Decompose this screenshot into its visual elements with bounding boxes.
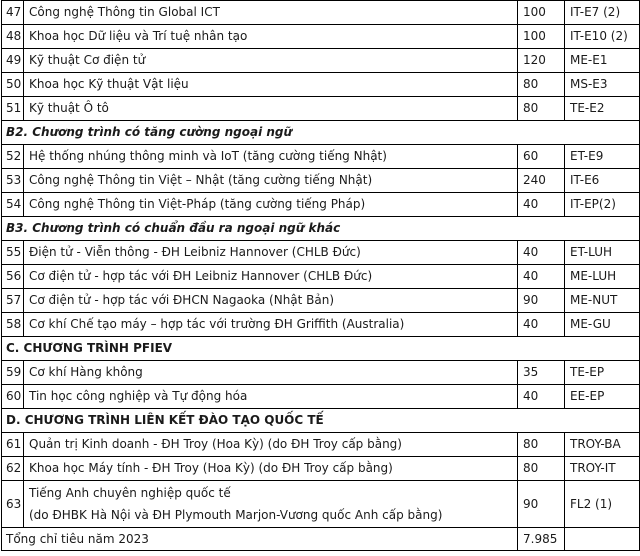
program-code: ME-GU bbox=[565, 313, 640, 337]
row-number: 48 bbox=[2, 25, 24, 49]
program-code: ME-E1 bbox=[565, 49, 640, 73]
row-number: 63 bbox=[2, 481, 24, 528]
program-name: Điện tử - Viễn thông - ĐH Leibniz Hannover (CHLB Đức) bbox=[24, 241, 518, 265]
row-number: 56 bbox=[2, 265, 24, 289]
row-number: 58 bbox=[2, 313, 24, 337]
table-row bbox=[2, 289, 640, 313]
program-name: Cơ điện tử - hợp tác với ĐH Leibniz Hannover (CHLB Đức) bbox=[24, 265, 518, 289]
table-row bbox=[2, 385, 640, 409]
table-row bbox=[2, 73, 640, 97]
table-row bbox=[2, 361, 640, 385]
quota-value: 40 bbox=[518, 265, 565, 289]
table-row bbox=[2, 241, 640, 265]
quota-value: 80 bbox=[518, 73, 565, 97]
row-number: 47 bbox=[2, 1, 24, 25]
program-code: IT-EP(2) bbox=[565, 193, 640, 217]
program-name: Quản trị Kinh doanh - ĐH Troy (Hoa Kỳ) (do ĐH Troy cấp bằng) bbox=[24, 433, 518, 457]
total-value: 7.985 bbox=[518, 528, 565, 551]
program-name: Công nghệ Thông tin Việt-Pháp (tăng cường tiếng Pháp) bbox=[24, 193, 518, 217]
program-code: IT-E6 bbox=[565, 169, 640, 193]
section-header-row bbox=[2, 217, 640, 241]
table-row bbox=[2, 313, 640, 337]
section-header-row bbox=[2, 337, 640, 361]
program-name-line-1: Tiếng Anh chuyên nghiệp quốc tế bbox=[29, 486, 231, 500]
table-row bbox=[2, 145, 640, 169]
quota-value: 40 bbox=[518, 385, 565, 409]
section-title: B3. Chương trình có chuẩn đầu ra ngoại ngữ khác bbox=[2, 217, 640, 241]
row-number: 51 bbox=[2, 97, 24, 121]
section-title: B2. Chương trình có tăng cường ngoại ngữ bbox=[2, 121, 640, 145]
table-row bbox=[2, 193, 640, 217]
table-row bbox=[2, 481, 640, 528]
program-name: Công nghệ Thông tin Global ICT bbox=[24, 1, 518, 25]
row-number: 62 bbox=[2, 457, 24, 481]
row-number: 60 bbox=[2, 385, 24, 409]
program-name-line-2: (do ĐHBK Hà Nội và ĐH Plymouth Marjon-Vương quốc Anh cấp bằng) bbox=[29, 508, 443, 522]
program-code: EE-EP bbox=[565, 385, 640, 409]
quota-value: 90 bbox=[518, 481, 565, 528]
quota-value: 80 bbox=[518, 433, 565, 457]
quota-value: 40 bbox=[518, 241, 565, 265]
quota-value: 100 bbox=[518, 25, 565, 49]
row-number: 57 bbox=[2, 289, 24, 313]
table-row bbox=[2, 97, 640, 121]
table-row bbox=[2, 169, 640, 193]
program-name: Tin học công nghiệp và Tự động hóa bbox=[24, 385, 518, 409]
program-code: FL2 (1) bbox=[565, 481, 640, 528]
program-name: Công nghệ Thông tin Việt – Nhật (tăng cường tiếng Nhật) bbox=[24, 169, 518, 193]
table-row bbox=[2, 265, 640, 289]
row-number: 54 bbox=[2, 193, 24, 217]
program-name: Khoa học Kỹ thuật Vật liệu bbox=[24, 73, 518, 97]
program-code: MS-E3 bbox=[565, 73, 640, 97]
admissions-quota-table bbox=[1, 0, 640, 551]
quota-value: 35 bbox=[518, 361, 565, 385]
table-body bbox=[2, 1, 640, 551]
quota-value: 90 bbox=[518, 289, 565, 313]
table-row bbox=[2, 457, 640, 481]
table-row bbox=[2, 1, 640, 25]
quota-value: 100 bbox=[518, 1, 565, 25]
program-name: Cơ điện tử - hợp tác với ĐHCN Nagaoka (Nhật Bản) bbox=[24, 289, 518, 313]
row-number: 52 bbox=[2, 145, 24, 169]
program-code: TE-EP bbox=[565, 361, 640, 385]
total-row bbox=[2, 528, 640, 551]
section-header-row bbox=[2, 409, 640, 433]
quota-value: 80 bbox=[518, 97, 565, 121]
program-code: IT-E10 (2) bbox=[565, 25, 640, 49]
quota-value: 240 bbox=[518, 169, 565, 193]
program-name: Cơ khí Hàng không bbox=[24, 361, 518, 385]
program-name: Cơ khí Chế tạo máy – hợp tác với trường ĐH Griffith (Australia) bbox=[24, 313, 518, 337]
section-title: C. CHƯƠNG TRÌNH PFIEV bbox=[2, 337, 640, 361]
row-number: 53 bbox=[2, 169, 24, 193]
program-name: Kỹ thuật Ô tô bbox=[24, 97, 518, 121]
section-header-row bbox=[2, 121, 640, 145]
program-code: ET-E9 bbox=[565, 145, 640, 169]
table-row bbox=[2, 25, 640, 49]
table-row bbox=[2, 433, 640, 457]
row-number: 49 bbox=[2, 49, 24, 73]
quota-value: 60 bbox=[518, 145, 565, 169]
program-code: TE-E2 bbox=[565, 97, 640, 121]
program-code: TROY-IT bbox=[565, 457, 640, 481]
program-name: Hệ thống nhúng thông minh và IoT (tăng cường tiếng Nhật) bbox=[24, 145, 518, 169]
program-code: ME-LUH bbox=[565, 265, 640, 289]
quota-value: 40 bbox=[518, 193, 565, 217]
table-row bbox=[2, 49, 640, 73]
program-name: Kỹ thuật Cơ điện tử bbox=[24, 49, 518, 73]
quota-value: 120 bbox=[518, 49, 565, 73]
row-number: 59 bbox=[2, 361, 24, 385]
total-label: Tổng chỉ tiêu năm 2023 bbox=[2, 528, 518, 551]
row-number: 55 bbox=[2, 241, 24, 265]
program-code: IT-E7 (2) bbox=[565, 1, 640, 25]
program-name bbox=[24, 481, 518, 528]
program-code: TROY-BA bbox=[565, 433, 640, 457]
program-name: Khoa học Máy tính - ĐH Troy (Hoa Kỳ) (do ĐH Troy cấp bằng) bbox=[24, 457, 518, 481]
quota-value: 80 bbox=[518, 457, 565, 481]
program-name: Khoa học Dữ liệu và Trí tuệ nhân tạo bbox=[24, 25, 518, 49]
program-code: ME-NUT bbox=[565, 289, 640, 313]
quota-value: 40 bbox=[518, 313, 565, 337]
row-number: 61 bbox=[2, 433, 24, 457]
section-title: D. CHƯƠNG TRÌNH LIÊN KẾT ĐÀO TẠO QUỐC TẾ bbox=[2, 409, 640, 433]
program-code: ET-LUH bbox=[565, 241, 640, 265]
row-number: 50 bbox=[2, 73, 24, 97]
total-empty-cell bbox=[565, 528, 640, 551]
